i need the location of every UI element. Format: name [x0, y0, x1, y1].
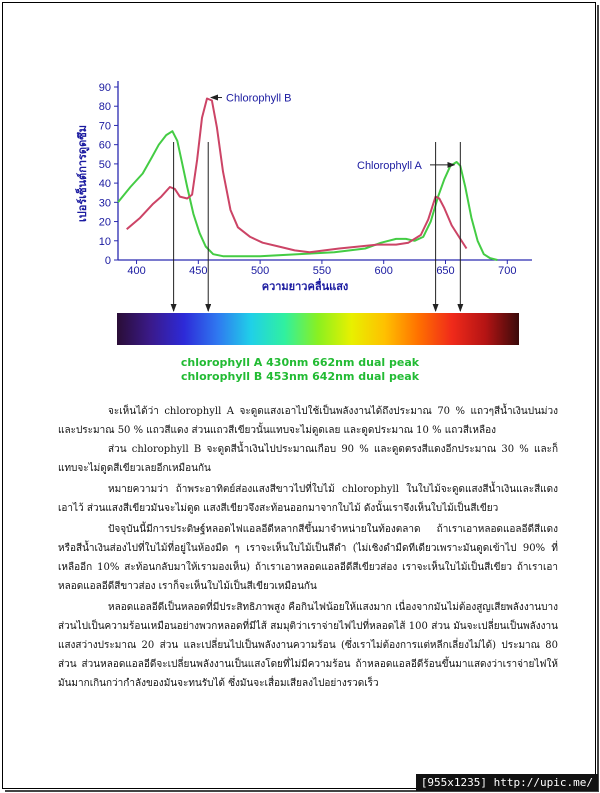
caption-chlorophyll-b: chlorophyll B 453nm 642nm dual peak [180, 370, 420, 383]
footer-watermark: [955x1235] http://upic.me/ [416, 774, 598, 791]
body-text [58, 402, 558, 693]
y-tick-label: 60 [98, 139, 111, 152]
y-tick-label: 50 [98, 158, 111, 171]
x-axis-label: ความยาวคลื่นแสง [261, 281, 349, 293]
y-tick-label: 70 [98, 120, 111, 133]
x-tick-label: 650 [436, 265, 455, 277]
x-tick-label: 500 [250, 265, 270, 277]
y-tick-label: 80 [98, 101, 111, 114]
x-tick-label: 550 [312, 265, 332, 277]
paragraph-1: จะเห็นได้ว่า chlorophyll A จะดูดแสงเอาไปใช้เป็นพลังงานได้ถึงประมาณ 70 % แถวๆสีน้ำเงินปนม่วง และประมาณ 50 % แถวสีแดง ส่วนแถวสีเขียวนั้นแทบจะไม่ดูดเลย และดูดประมาณ 10 % แถวสีเหลือง [58, 406, 558, 436]
y-axis-label: เปอร์เซ็นต์การดูดซึม [77, 125, 89, 222]
x-tick-label: 450 [189, 265, 208, 277]
spectrum-bar [117, 313, 519, 345]
paragraph-3: หมายความว่า ถ้าพระอาทิตย์ส่องแสงสีขาวไปที่ใบไม้ chlorophyll ในใบไม้จะดูดแสงสีน้ำเงินและสีแดงเอาไว้ ส่วนแสงสีเขียวมันจะไม่ดูด แสงสีเขียวจึงสะท้อนออกมาจากใบไม้ ดังนั้นเราจึงเห็นใบไม้เป็นสีเขียว [58, 484, 558, 514]
y-tick-label: 90 [98, 82, 111, 94]
y-tick-label: 40 [98, 178, 111, 191]
y-tick-label: 30 [98, 197, 111, 210]
y-tick-label: 10 [98, 235, 111, 248]
series-line-chlorophyll-a [118, 131, 497, 260]
paragraph-4: ปัจจุบันนี้มีการประดิษฐ์หลอดไฟแอลอีดีหลากสีขึ้นมาจำหน่ายในท้องตลาด ถ้าเราเอาหลอดแอลอีดีสีแดงหรือสีน้ำเงินส่องไปที่ใบไม้ที่อยู่ในห้องมืด ๆ เราจะเห็นใบไม้เป็นสีดำ (ไม่เชิงดำมืดทีเดียวเพราะมันดูดเข้าไป 90% ที่เหลืออีก 10% สะท้อนกลับมาให้เรามองเห็น) ถ้าเราเอาหลอดแอลอีดีสีเขียวส่อง เราจะเห็นใบไม้เป็นสีเขียว ถ้าเราเอาหลอดแอลอีดีสีขาวส่อง เราก็จะเห็นใบไม้เป็นสีเขียวเหมือนกัน [58, 524, 558, 592]
annotation-chlorophyll-b: Chlorophyll B [226, 92, 292, 105]
series-line-chlorophyll-b [127, 99, 467, 253]
y-tick-label: 20 [98, 216, 111, 229]
y-tick-label: 0 [104, 255, 111, 267]
x-tick-label: 600 [374, 265, 393, 277]
paragraph-2: ส่วน chlorophyll B จะดูดสีน้ำเงินไปประมาณเกือบ 90 % และดูดตรงสีแดงอีกประมาณ 30 % และก็แทบจะไม่ดูดสีเขียวเลยอีกเหมือนกัน [58, 444, 558, 474]
caption-chlorophyll-a: chlorophyll A 430nm 662nm dual peak [180, 356, 420, 369]
x-tick-label: 700 [498, 265, 517, 277]
annotation-chlorophyll-a: Chlorophyll A [357, 159, 422, 172]
paragraph-5: หลอดแอลอีดีเป็นหลอดที่มีประสิทธิภาพสูง คือกินไฟน้อยให้แสงมาก เนื่องจากมันไม่ต้องสูญเสียพลังงานบางส่วนไปเป็นความร้อนเหมือนอย่างพวกหลอดที่มีไส้ สมมุติว่าเราจ่ายไฟไปที่หลอดไส้ 100 ส่วน มันจะเปลี่ยนเป็นพลังงานแสงสว่างประมาณ 20 ส่วน และเปลี่ยนไปเป็นพลังงานความร้อน (ซึ่งเราไม่ต้องการแต่หลีกเลี่ยงไม่ได้) ประมาณ 80 ส่วน ส่วนหลอดแอลอีดีจะเปลี่ยนพลังงานเป็นแสงโดยที่ไม่มีความร้อน ถ้าหลอดแอลอีดีร้อนขึ้นมาแสดงว่าเราจ่ายไฟให้มันมากเกินกว่ากำลังของมันจะทนรับได้ ซึ่งมันจะเสื่อมเสียลงไปอย่างรวดเร็ว [58, 602, 558, 689]
x-tick-label: 400 [127, 265, 146, 277]
